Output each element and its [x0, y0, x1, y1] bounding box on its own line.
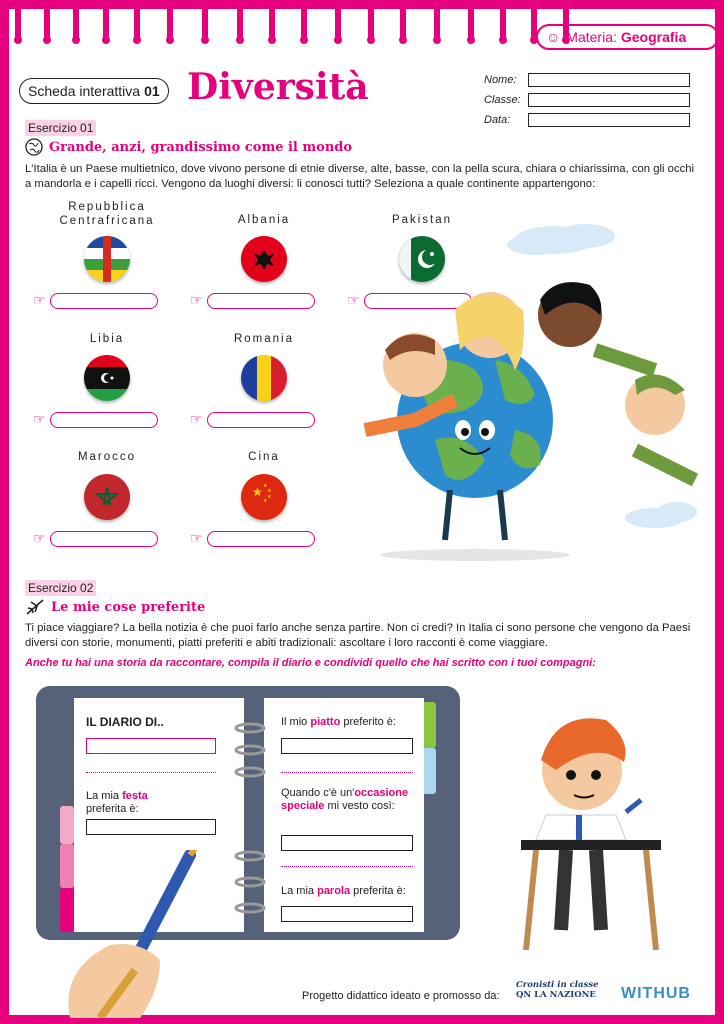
name-field[interactable] [528, 73, 690, 87]
exercise2-text: Ti piace viaggiare? La bella notizia è che puoi farlo anche senza partire. Non ci credi? In Italia ci sono persone che vengono da Paesi diversi con storie, monumenti, piatti preferiti e abiti tradizionali: ascoltare i loro racconti è come viaggiare. [25, 622, 691, 649]
pointing-hand-icon: ☞ [190, 530, 203, 546]
pointing-hand-icon: ☞ [190, 292, 203, 308]
svg-text:★: ★ [263, 498, 268, 504]
continent-input[interactable] [50, 412, 158, 428]
flag-marocco [84, 474, 130, 520]
exercise1-title-text: Grande, anzi, grandissimo come il mondo [49, 139, 353, 155]
date-label: Data: [484, 114, 511, 126]
exercise1-label: Esercizio 01 [25, 120, 96, 136]
sheet-number: 01 [144, 83, 160, 99]
occasione-label: Quando c'è un'occasione speciale mi vesto così: [281, 787, 409, 812]
globe-icon [25, 138, 43, 156]
diary-tab [60, 806, 74, 844]
country-libia: Libia [89, 333, 125, 345]
exercise2-label: Esercizio 02 [25, 580, 96, 596]
student-fields [484, 70, 690, 130]
flag-albania [241, 236, 287, 282]
page-title: Diversità [187, 66, 369, 108]
festa-field[interactable] [86, 819, 216, 835]
class-field[interactable] [528, 93, 690, 107]
continent-input[interactable] [50, 293, 158, 309]
country-centrafrica: Repubblica Centrafricana [59, 201, 155, 227]
country-albania: Albania [237, 214, 291, 226]
airplane-icon [25, 598, 45, 616]
answer-albania [190, 292, 315, 309]
continent-input[interactable] [207, 293, 315, 309]
exercise1-text: L'Italia è un Paese multietnico, dove vivono persone di etnie diverse, alte, basse, con la pella scura, chiara o chiarissima, con gli occhi a mandorla e i capelli ricci. Vengono da luoghi diversi: li conosci tutti? Seleziona a quale continente appartengono: [25, 163, 695, 190]
subject-name: Geografia [620, 29, 687, 45]
answer-cina [190, 530, 315, 547]
country-marocco: Marocco [77, 451, 137, 463]
subject-prefix: Materia: [566, 29, 617, 45]
date-row [484, 110, 690, 130]
flag-romania [241, 355, 287, 401]
hand-pen-illustration [40, 850, 240, 1018]
sheet-badge [19, 78, 169, 104]
withub-logo: WITHUB [621, 985, 691, 1002]
country-cina: Cina [248, 451, 280, 463]
exercise2-prompt: Anche tu hai una storia da raccontare, compila il diario e condividi quello che hai scritto con i tuoi compagni: [25, 657, 596, 669]
occasione-field[interactable] [281, 835, 413, 851]
answer-marocco [33, 530, 158, 547]
brain-icon: ☺ [546, 29, 561, 45]
diary-heading: IL DIARIO DI.. [86, 715, 164, 729]
diary-tab [422, 702, 436, 748]
svg-text:★: ★ [252, 485, 263, 499]
answer-romania [190, 411, 315, 428]
piatto-field[interactable] [281, 738, 413, 754]
exercise2-title-text: Le mie cose preferite [51, 599, 206, 615]
diary-name-field[interactable] [86, 738, 216, 754]
continent-input[interactable] [207, 531, 315, 547]
boy-writing-illustration [516, 700, 666, 950]
date-field[interactable] [528, 113, 690, 127]
svg-text:★: ★ [263, 483, 268, 489]
exercise1-title [25, 138, 352, 156]
country-pakistan: Pakistan [391, 214, 453, 226]
answer-libia [33, 411, 158, 428]
pointing-hand-icon: ☞ [33, 292, 46, 308]
subject-badge [536, 24, 719, 50]
divider [281, 772, 413, 773]
class-label: Classe: [484, 94, 521, 106]
flag-libia [84, 355, 130, 401]
pointing-hand-icon: ☞ [33, 411, 46, 427]
class-row [484, 90, 690, 110]
footer-text: Progetto didattico ideato e promosso da: [302, 990, 500, 1002]
sheet-label: Scheda interattiva [28, 83, 141, 99]
pointing-hand-icon: ☞ [190, 411, 203, 427]
pointing-hand-icon: ☞ [33, 530, 46, 546]
name-row [484, 70, 690, 90]
pointing-hand-icon: ☞ [347, 292, 360, 308]
parola-label: La mia parola preferita è: [281, 885, 406, 897]
continent-input[interactable] [207, 412, 315, 428]
country-romania: Romania [233, 333, 295, 345]
kids-globe-illustration [355, 220, 710, 565]
divider [281, 866, 413, 867]
festa-label: La mia festa preferita è: [86, 790, 148, 815]
parola-field[interactable] [281, 906, 413, 922]
name-label: Nome: [484, 74, 517, 86]
exercise2-title [25, 598, 205, 616]
piatto-label: Il mio piatto preferito è: [281, 716, 396, 728]
diary-tab [422, 748, 436, 794]
continent-input[interactable] [50, 531, 158, 547]
flag-cina [241, 474, 287, 520]
svg-text:★: ★ [267, 494, 272, 500]
answer-centrafrica [33, 292, 158, 309]
svg-text:★: ★ [267, 488, 272, 494]
divider [86, 772, 216, 773]
cronisti-logo: Cronisti in classe QN LA NAZIONE [516, 980, 599, 1000]
flag-centrafrica [84, 236, 130, 282]
